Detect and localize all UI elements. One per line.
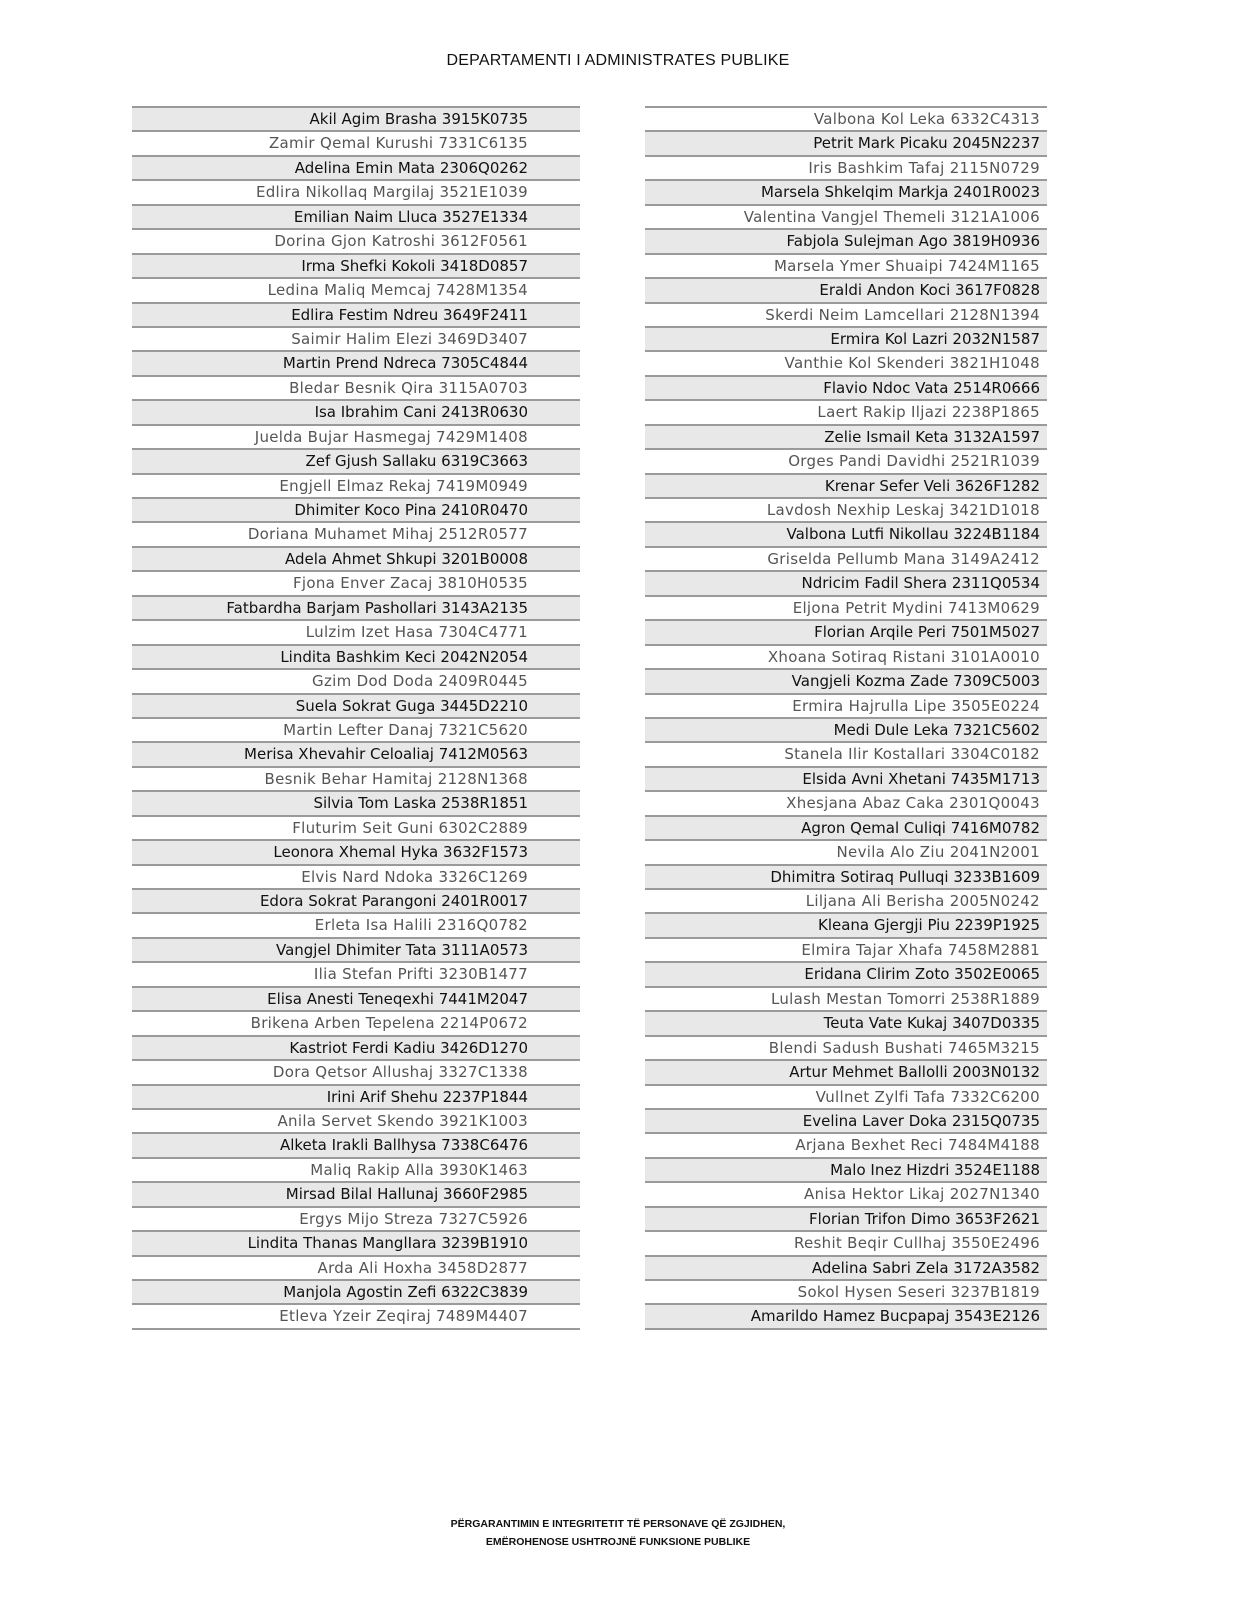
- list-item: Laert Rakip Iljazi 2238P1865: [645, 399, 1047, 423]
- list-item: Kleana Gjergji Piu 2239P1925: [645, 912, 1047, 936]
- list-item: Teuta Vate Kukaj 3407D0335: [645, 1010, 1047, 1034]
- list-item: Alketa Irakli Ballhysa 7338C6476: [132, 1132, 580, 1156]
- list-item: Blendi Sadush Bushati 7465M3215: [645, 1035, 1047, 1059]
- list-item: Skerdi Neim Lamcellari 2128N1394: [645, 302, 1047, 326]
- list-item: Arjana Bexhet Reci 7484M4188: [645, 1132, 1047, 1156]
- list-item: Eridana Clirim Zoto 3502E0065: [645, 961, 1047, 985]
- footer-line-2: EMËROHENOSE USHTROJNË FUNKSIONE PUBLIKE: [485, 1536, 751, 1548]
- list-item: Fluturim Seit Guni 6302C2889: [132, 815, 580, 839]
- right-name-list: [645, 106, 1047, 1330]
- list-item: Petrit Mark Picaku 2045N2237: [645, 130, 1047, 154]
- list-item: Ermira Kol Lazri 2032N1587: [645, 326, 1047, 350]
- list-item: Adela Ahmet Shkupi 3201B0008: [132, 546, 580, 570]
- list-item: Edlira Nikollaq Margilaj 3521E1039: [132, 179, 580, 203]
- list-item: Kastriot Ferdi Kadiu 3426D1270: [132, 1035, 580, 1059]
- list-item: Valentina Vangjel Themeli 3121A1006: [645, 204, 1047, 228]
- list-item: Zamir Qemal Kurushi 7331C6135: [132, 130, 580, 154]
- list-item: Vullnet Zylfi Tafa 7332C6200: [645, 1084, 1047, 1108]
- list-item: Dhimiter Koco Pina 2410R0470: [132, 497, 580, 521]
- list-item: Juelda Bujar Hasmegaj 7429M1408: [132, 424, 580, 448]
- list-item: Nevila Alo Ziu 2041N2001: [645, 839, 1047, 863]
- list-item: Xhoana Sotiraq Ristani 3101A0010: [645, 644, 1047, 668]
- list-item: Arda Ali Hoxha 3458D2877: [132, 1255, 580, 1279]
- list-item: Martin Prend Ndreca 7305C4844: [132, 350, 580, 374]
- list-item: Gzim Dod Doda 2409R0445: [132, 668, 580, 692]
- list-item: Elsida Avni Xhetani 7435M1713: [645, 766, 1047, 790]
- list-item: Vanthie Kol Skenderi 3821H1048: [645, 350, 1047, 374]
- list-item: Adelina Sabri Zela 3172A3582: [645, 1255, 1047, 1279]
- list-item: Akil Agim Brasha 3915K0735: [132, 106, 580, 130]
- list-item: Ndricim Fadil Shera 2311Q0534: [645, 570, 1047, 594]
- list-item: Marsela Ymer Shuaipi 7424M1165: [645, 253, 1047, 277]
- list-item: Dorina Gjon Katroshi 3612F0561: [132, 228, 580, 252]
- list-item: Eraldi Andon Koci 3617F0828: [645, 277, 1047, 301]
- list-item: Griselda Pellumb Mana 3149A2412: [645, 546, 1047, 570]
- list-item: Fjona Enver Zacaj 3810H0535: [132, 570, 580, 594]
- list-item: Ergys Mijo Streza 7327C5926: [132, 1206, 580, 1230]
- list-item: Maliq Rakip Alla 3930K1463: [132, 1157, 580, 1181]
- list-item: Irini Arif Shehu 2237P1844: [132, 1084, 580, 1108]
- list-item: Engjell Elmaz Rekaj 7419M0949: [132, 473, 580, 497]
- list-item: Brikena Arben Tepelena 2214P0672: [132, 1010, 580, 1034]
- list-item: Elisa Anesti Teneqexhi 7441M2047: [132, 986, 580, 1010]
- list-item: Lavdosh Nexhip Leskaj 3421D1018: [645, 497, 1047, 521]
- list-item: Valbona Kol Leka 6332C4313: [645, 106, 1047, 130]
- list-item: Suela Sokrat Guga 3445D2210: [132, 693, 580, 717]
- list-item: Ledina Maliq Memcaj 7428M1354: [132, 277, 580, 301]
- list-item: Iris Bashkim Tafaj 2115N0729: [645, 155, 1047, 179]
- list-item: Orges Pandi Davidhi 2521R1039: [645, 448, 1047, 472]
- list-item: Dora Qetsor Allushaj 3327C1338: [132, 1059, 580, 1083]
- list-item: Elvis Nard Ndoka 3326C1269: [132, 864, 580, 888]
- footer: [0, 1515, 1236, 1551]
- list-item: Liljana Ali Berisha 2005N0242: [645, 888, 1047, 912]
- list-item: Marsela Shkelqim Markja 2401R0023: [645, 179, 1047, 203]
- list-item: Evelina Laver Doka 2315Q0735: [645, 1108, 1047, 1132]
- list-item: Lulzim Izet Hasa 7304C4771: [132, 619, 580, 643]
- list-item: Leonora Xhemal Hyka 3632F1573: [132, 839, 580, 863]
- list-item: Anila Servet Skendo 3921K1003: [132, 1108, 580, 1132]
- list-item: Adelina Emin Mata 2306Q0262: [132, 155, 580, 179]
- list-item: Eljona Petrit Mydini 7413M0629: [645, 595, 1047, 619]
- list-item: Merisa Xhevahir Celoaliaj 7412M0563: [132, 741, 580, 765]
- list-item: Vangjeli Kozma Zade 7309C5003: [645, 668, 1047, 692]
- list-item: Vangjel Dhimiter Tata 3111A0573: [132, 937, 580, 961]
- list-item: Xhesjana Abaz Caka 2301Q0043: [645, 790, 1047, 814]
- list-item: Krenar Sefer Veli 3626F1282: [645, 473, 1047, 497]
- list-item: Valbona Lutfi Nikollau 3224B1184: [645, 521, 1047, 545]
- list-item: Etleva Yzeir Zeqiraj 7489M4407: [132, 1303, 580, 1327]
- list-item: Erleta Isa Halili 2316Q0782: [132, 912, 580, 936]
- list-item: Bledar Besnik Qira 3115A0703: [132, 375, 580, 399]
- list-item: Fabjola Sulejman Ago 3819H0936: [645, 228, 1047, 252]
- list-item: Zelie Ismail Keta 3132A1597: [645, 424, 1047, 448]
- list-item: Lulash Mestan Tomorri 2538R1889: [645, 986, 1047, 1010]
- list-item: Isa Ibrahim Cani 2413R0630: [132, 399, 580, 423]
- list-item: Irma Shefki Kokoli 3418D0857: [132, 253, 580, 277]
- list-item: Lindita Bashkim Keci 2042N2054: [132, 644, 580, 668]
- list-item: Reshit Beqir Cullhaj 3550E2496: [645, 1230, 1047, 1254]
- list-item: Florian Arqile Peri 7501M5027: [645, 619, 1047, 643]
- footer-line-1: PËRGARANTIMIN E INTEGRITETIT TË PERSONAVE QË ZGJIDHEN,: [450, 1518, 786, 1530]
- list-item: Martin Lefter Danaj 7321C5620: [132, 717, 580, 741]
- page-title: DEPARTAMENTI I ADMINISTRATES PUBLIKE: [446, 52, 790, 69]
- list-item: Mirsad Bilal Hallunaj 3660F2985: [132, 1181, 580, 1205]
- list-divider: [645, 1328, 1047, 1330]
- list-item: Amarildo Hamez Bucpapaj 3543E2126: [645, 1303, 1047, 1327]
- list-item: Edlira Festim Ndreu 3649F2411: [132, 302, 580, 326]
- list-item: Saimir Halim Elezi 3469D3407: [132, 326, 580, 350]
- list-item: Ilia Stefan Prifti 3230B1477: [132, 961, 580, 985]
- list-item: Artur Mehmet Ballolli 2003N0132: [645, 1059, 1047, 1083]
- list-item: Besnik Behar Hamitaj 2128N1368: [132, 766, 580, 790]
- list-item: Elmira Tajar Xhafa 7458M2881: [645, 937, 1047, 961]
- left-name-list: [132, 106, 580, 1330]
- list-item: Ermira Hajrulla Lipe 3505E0224: [645, 693, 1047, 717]
- list-divider: [132, 1328, 580, 1330]
- list-item: Agron Qemal Culiqi 7416M0782: [645, 815, 1047, 839]
- list-item: Florian Trifon Dimo 3653F2621: [645, 1206, 1047, 1230]
- list-item: Dhimitra Sotiraq Pulluqi 3233B1609: [645, 864, 1047, 888]
- list-item: Medi Dule Leka 7321C5602: [645, 717, 1047, 741]
- list-item: Emilian Naim Lluca 3527E1334: [132, 204, 580, 228]
- list-item: Edora Sokrat Parangoni 2401R0017: [132, 888, 580, 912]
- list-item: Anisa Hektor Likaj 2027N1340: [645, 1181, 1047, 1205]
- list-item: Stanela Ilir Kostallari 3304C0182: [645, 741, 1047, 765]
- list-item: Zef Gjush Sallaku 6319C3663: [132, 448, 580, 472]
- list-item: Doriana Muhamet Mihaj 2512R0577: [132, 521, 580, 545]
- list-item: Lindita Thanas ManglIara 3239B1910: [132, 1230, 580, 1254]
- list-item: Sokol Hysen Seseri 3237B1819: [645, 1279, 1047, 1303]
- list-item: Silvia Tom Laska 2538R1851: [132, 790, 580, 814]
- list-item: Manjola Agostin Zefi 6322C3839: [132, 1279, 580, 1303]
- list-item: Malo Inez Hizdri 3524E1188: [645, 1157, 1047, 1181]
- list-item: Flavio Ndoc Vata 2514R0666: [645, 375, 1047, 399]
- list-item: Fatbardha Barjam Pashollari 3143A2135: [132, 595, 580, 619]
